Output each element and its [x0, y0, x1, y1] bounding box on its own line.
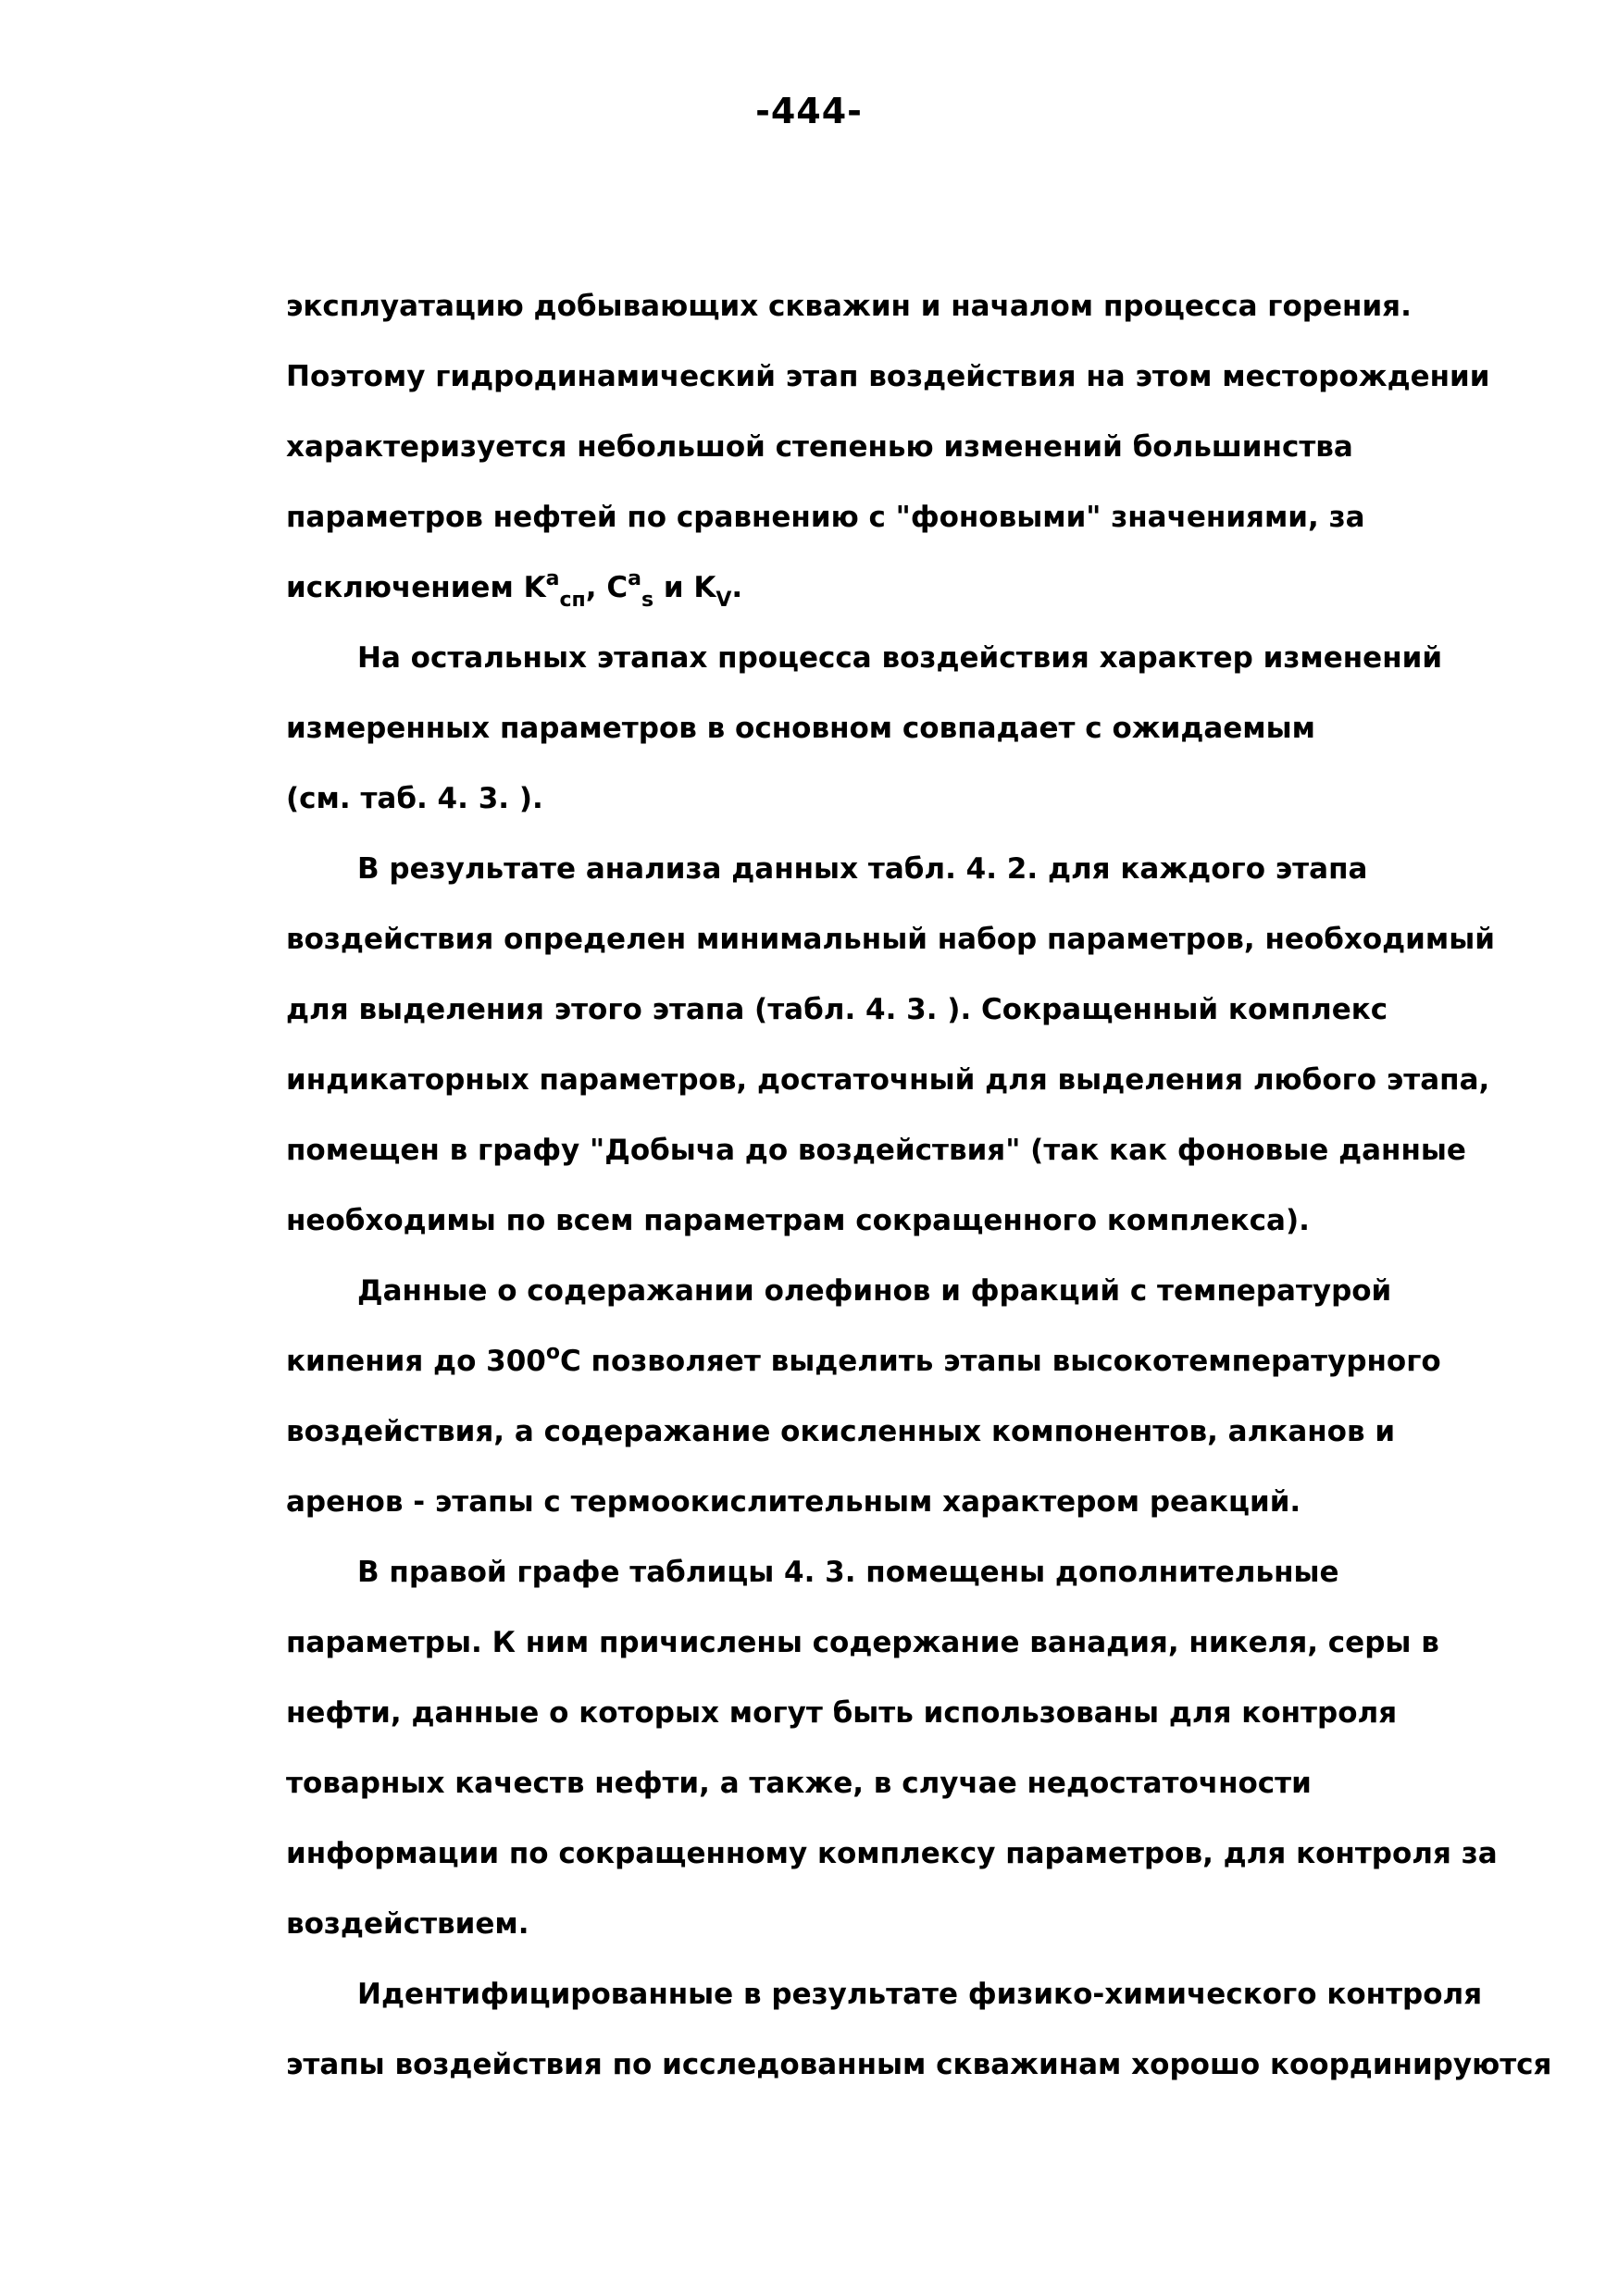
text-line: воздействием.: [286, 1907, 529, 1941]
text-line: характеризуется небольшой степенью изменений большинства: [286, 430, 1353, 464]
symbol-superscript: a: [545, 567, 560, 590]
text-line: измеренных параметров в основном совпадает с ожидаемым: [286, 712, 1316, 745]
text-line: На остальных этапах процесса воздействия характер изменений: [357, 641, 1443, 675]
symbol-superscript: a: [628, 567, 641, 590]
text-line: (см. таб. 4. 3. ).: [286, 782, 543, 815]
text-line: воздействия определен минимальный набор параметров, необходимый: [286, 923, 1495, 956]
text-line: необходимы по всем параметрам сокращенного комплекса).: [286, 1204, 1310, 1237]
text-fragment: ,: [585, 571, 607, 604]
text-line: воздействия, а содеражание окисленных компонентов, алканов и: [286, 1415, 1396, 1448]
symbol-k-sp: [523, 567, 586, 612]
symbol-base: K: [693, 571, 716, 604]
text-line-with-symbols: [286, 567, 743, 612]
text-fragment: кипения до 300: [286, 1345, 546, 1378]
text-line: помещен в графу "Добыча до воздействия" (так как фоновые данные: [286, 1134, 1466, 1167]
text-line: информации по сокращенному комплексу параметров, для контроля за: [286, 1837, 1498, 1870]
text-fragment: исключением: [286, 571, 524, 604]
text-line: параметры. К ним причислены содержание ванадия, никеля, серы в: [286, 1626, 1439, 1659]
text-line: В результате анализа данных табл. 4. 2. для каждого этапа: [357, 852, 1368, 886]
text-line: для выделения этого этапа (табл. 4. 3. ). Сокращенный комплекс: [286, 993, 1388, 1026]
text-line: индикаторных параметров, достаточный для выделения любого этапа,: [286, 1063, 1490, 1097]
text-line: Поэтому гидродинамический этап воздействия на этом месторождении: [286, 360, 1490, 393]
symbol-c-s: [606, 567, 654, 612]
page-number: -444-: [755, 91, 863, 131]
text-line: этапы воздействия по исследованным скважинам хорошо координируются: [286, 2048, 1552, 2081]
symbol-subscript: s: [641, 589, 654, 612]
text-fragment: и: [653, 571, 694, 604]
symbol-base: K: [523, 571, 546, 604]
text-line: товарных качеств нефти, а также, в случае недостаточности: [286, 1767, 1312, 1800]
symbol-subscript: V: [716, 589, 732, 612]
text-line-with-degree: [286, 1341, 1441, 1378]
symbol-base: C: [606, 571, 629, 604]
text-line: нефти, данные о которых могут быть использованы для контроля: [286, 1696, 1398, 1730]
text-line: аренов - этапы с термоокислительным характером реакций.: [286, 1485, 1301, 1519]
symbol-subscript: сп: [559, 589, 586, 612]
text-line: эксплуатацию добывающих скважин и началом процесса горения.: [286, 290, 1412, 323]
text-line: Идентифицированные в результате физико-химического контроля: [357, 1978, 1483, 2011]
text-line: В правой графе таблицы 4. 3. помещены дополнительные: [357, 1556, 1339, 1589]
text-fragment: .: [731, 571, 743, 604]
text-fragment: С позволяет выделить этапы высокотемпературного: [560, 1345, 1441, 1378]
degree-symbol: o: [545, 1341, 561, 1364]
symbol-k-v: [693, 571, 732, 612]
text-line: параметров нефтей по сравнению с "фоновыми" значениями, за: [286, 501, 1365, 534]
text-line: Данные о содеражании олефинов и фракций с температурой: [357, 1274, 1392, 1308]
